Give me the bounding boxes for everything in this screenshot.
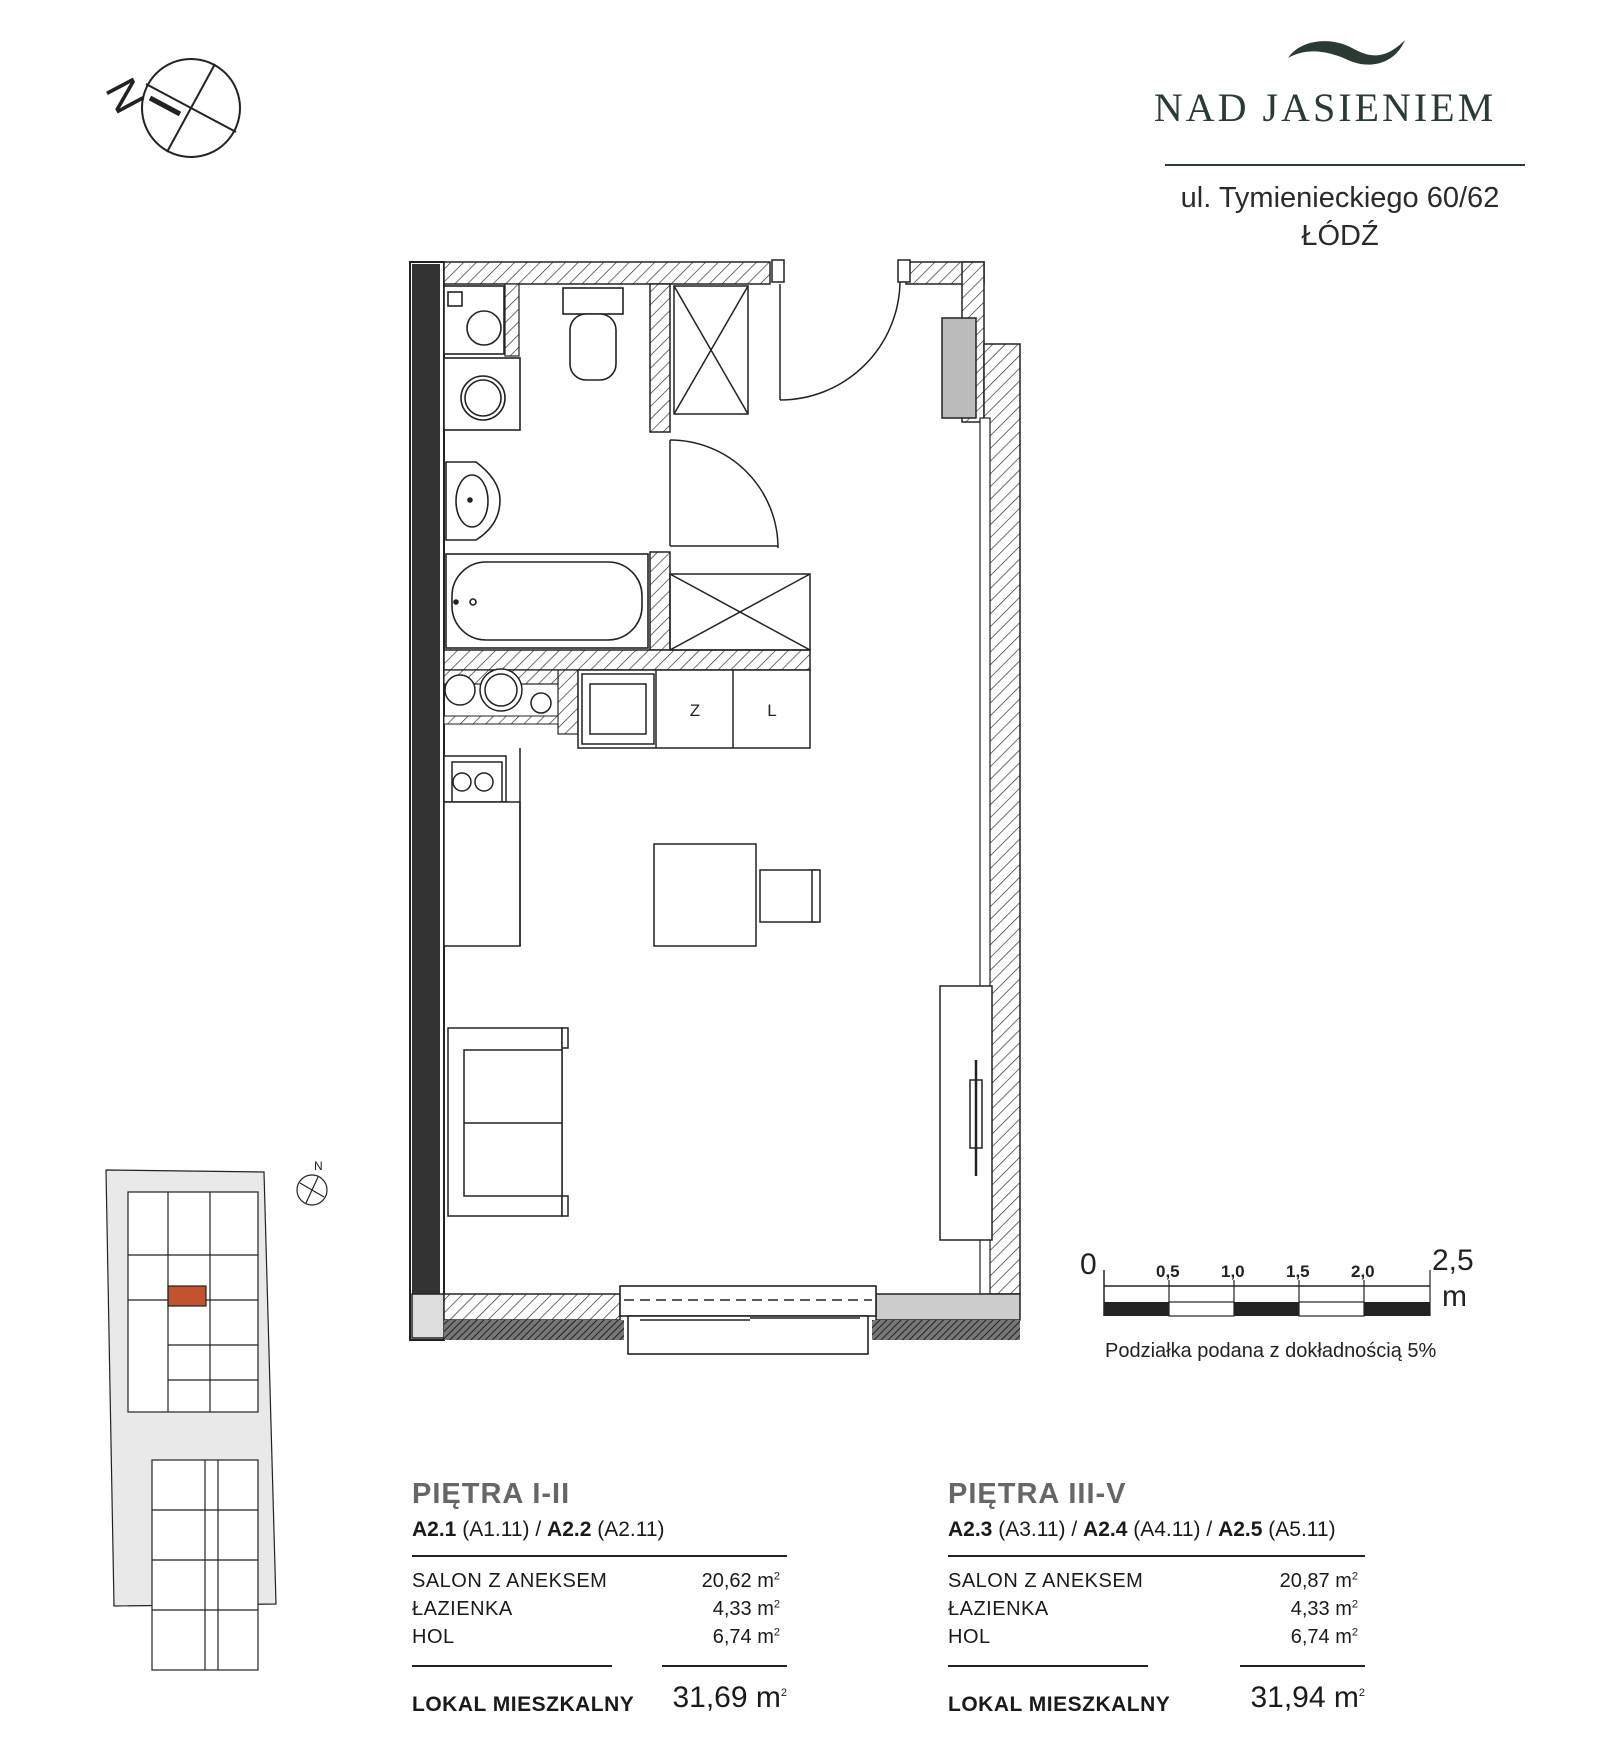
- scale-tick-25: 2,5: [1432, 1244, 1474, 1277]
- brand-divider: [1165, 164, 1525, 166]
- room-name: SALON Z ANEKSEM: [948, 1570, 1144, 1592]
- top-wall-left: [444, 262, 770, 284]
- total-name: LOKAL MIESZKALNY: [412, 1693, 635, 1716]
- unit-alt: (A5.11): [1268, 1518, 1336, 1541]
- scale-note: Podziałka podana z dokładnością 5%: [1105, 1340, 1437, 1362]
- freezer-label: L: [767, 701, 777, 720]
- unit-separator: /: [535, 1518, 548, 1541]
- unit-code: A2.4: [1083, 1518, 1128, 1541]
- divider: [662, 1665, 787, 1667]
- unit-code: A2.2: [547, 1518, 592, 1541]
- brand-logo-swoosh-icon: [1288, 40, 1405, 65]
- room-area: 6,74 $m^2$: [712, 1626, 780, 1648]
- room-area: 6,74 $m^2$: [1290, 1626, 1358, 1648]
- fridge-label: Z: [689, 701, 701, 720]
- room-area: 20,87 $m^2$: [1279, 1570, 1358, 1592]
- unit-codes: [948, 1518, 1336, 1542]
- entrance-door: [772, 260, 910, 400]
- brand-name: NAD JASIENIEM: [1153, 85, 1497, 130]
- bottom-wall-left: [444, 1294, 620, 1320]
- ventilation-shaft: [670, 286, 810, 650]
- unit-alt: (A2.11): [597, 1518, 665, 1541]
- unit-code: A2.1: [412, 1518, 457, 1541]
- room-area: 4,33 $m^2$: [1290, 1598, 1358, 1620]
- room-area: 20,62 $m^2$: [701, 1570, 780, 1592]
- divider: [412, 1665, 612, 1667]
- tv-cabinet: [940, 986, 992, 1240]
- divider: [412, 1555, 787, 1557]
- unit-highlight: [168, 1286, 206, 1306]
- address-street: ul. Tymienieckiego 60/62: [1180, 182, 1500, 214]
- room-name: HOL: [948, 1626, 991, 1648]
- unit-separator: /: [1071, 1518, 1084, 1541]
- room-name: ŁAZIENKA: [948, 1598, 1049, 1620]
- room-name: SALON Z ANEKSEM: [412, 1570, 608, 1592]
- unit-alt: (A3.11): [998, 1518, 1066, 1541]
- total-name: LOKAL MIESZKALNY: [948, 1693, 1171, 1716]
- bath-partition-vertical: [650, 284, 670, 432]
- floor-title: PIĘTRA I-II: [412, 1478, 571, 1510]
- sofa: [448, 1028, 568, 1216]
- north-arrow: [96, 59, 240, 157]
- scale-tick-0: 0: [1080, 1248, 1097, 1281]
- total-area: 31,69 $m^2$: [672, 1681, 787, 1714]
- unit-code: A2.5: [1218, 1518, 1263, 1541]
- unit-codes: [412, 1518, 665, 1542]
- room-name: ŁAZIENKA: [412, 1598, 513, 1620]
- scale-tick-15: 1,5: [1286, 1262, 1310, 1281]
- bath-wall-bottom: [444, 650, 810, 670]
- site-key-plan: [106, 1159, 327, 1670]
- unit-separator: /: [1206, 1518, 1219, 1541]
- total-area: 31,94 $m^2$: [1250, 1681, 1365, 1714]
- scale-unit: m: [1442, 1280, 1467, 1313]
- bath-partition-lower: [650, 552, 670, 650]
- address-city: ŁÓDŹ: [1301, 220, 1379, 252]
- bathroom-door: [670, 440, 778, 548]
- balcony-window: [620, 1286, 876, 1354]
- north-symbol: N: [95, 70, 154, 122]
- unit-alt: (A1.11): [462, 1518, 530, 1541]
- room-area: 4,33 $m^2$: [712, 1598, 780, 1620]
- shaft-wall: [505, 284, 519, 356]
- apartment-plan: [410, 260, 1020, 1354]
- radiator-upper: [942, 318, 976, 418]
- dining-set: [654, 844, 820, 946]
- site-north-symbol: N: [314, 1159, 323, 1173]
- scale-tick-05: 0,5: [1156, 1262, 1180, 1281]
- scale-bar: [1104, 1270, 1430, 1316]
- floor-title: PIĘTRA III-V: [948, 1478, 1127, 1510]
- unit-alt: (A4.11): [1133, 1518, 1201, 1541]
- bathroom-fixtures: [444, 286, 648, 648]
- divider: [948, 1665, 1148, 1667]
- divider: [1240, 1665, 1365, 1667]
- kitchen-shaft-wall: [558, 670, 578, 734]
- divider: [948, 1555, 1365, 1557]
- bottom-wall-right: [876, 1294, 1020, 1320]
- room-name: HOL: [412, 1626, 455, 1648]
- scale-tick-20: 2,0: [1351, 1262, 1375, 1281]
- scale-tick-10: 1,0: [1221, 1262, 1245, 1281]
- unit-code: A2.3: [948, 1518, 993, 1541]
